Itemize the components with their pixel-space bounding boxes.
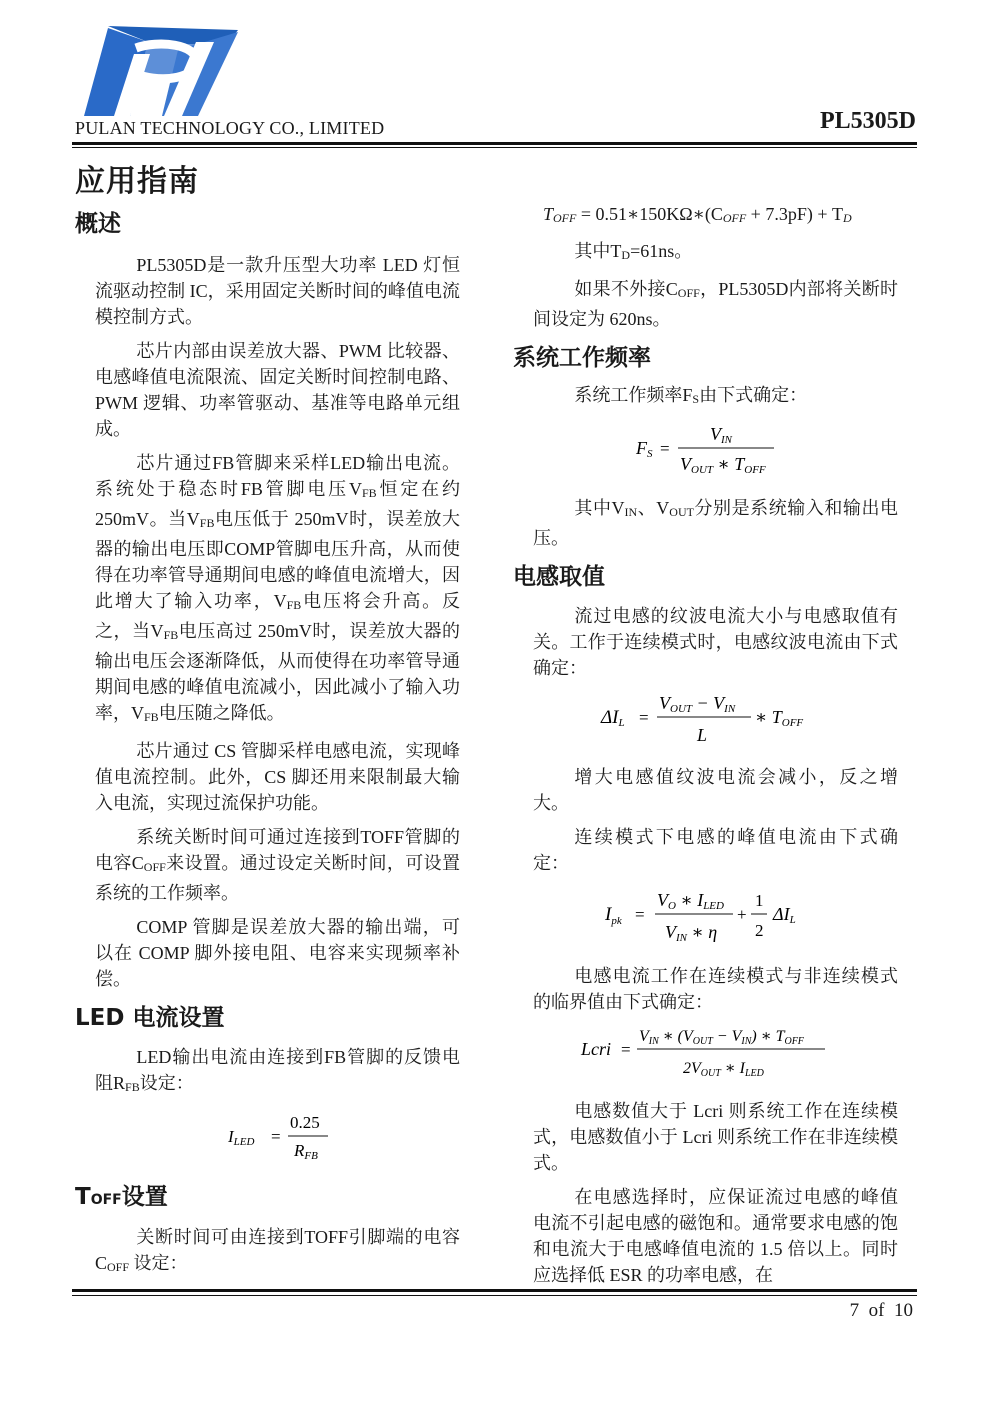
footer-rule-thin <box>72 1295 917 1296</box>
svg-text:RFB: RFB <box>293 1141 318 1162</box>
document-id: PL5305D <box>820 108 916 134</box>
svg-text:1: 1 <box>754 891 763 910</box>
svg-text:=: = <box>634 905 645 924</box>
overview-para-6: COMP 管脚是误差放大器的输出端，可以在 COMP 脚外接电阻、电容来实现频率补偿。 <box>95 917 460 989</box>
svg-text:VOUT ∗ TOFF: VOUT ∗ TOFF <box>679 454 766 476</box>
fs-formula <box>513 420 898 483</box>
header-rule-thin <box>72 147 917 148</box>
page-number: 7 of 10 <box>849 1300 913 1321</box>
toff-para-1: 关断时间可由连接到TOFF引脚端的电容COFF 设定： <box>95 1227 460 1274</box>
svg-text:Lcri: Lcri <box>580 1039 611 1059</box>
left-column <box>75 200 460 1288</box>
page-title: 应用指南 <box>75 164 199 199</box>
lcri-formula <box>513 1023 898 1086</box>
freq-para-2: 其中VIN、VOUT分别是系统输入和输出电压。 <box>533 498 899 548</box>
svg-text:=: = <box>638 708 649 727</box>
svg-text:ΔIL: ΔIL <box>772 904 796 926</box>
iled-formula <box>75 1108 460 1167</box>
svg-text:2: 2 <box>754 921 763 940</box>
company-name: PULAN TECHNOLOGY CO., LIMITED <box>75 118 385 138</box>
svg-text:=: = <box>270 1127 281 1146</box>
ripple-formula <box>513 689 898 752</box>
svg-text:+: + <box>736 905 747 924</box>
led-para-1: LED输出电流由连接到FB管脚的反馈电阻RFB设定： <box>95 1047 460 1094</box>
svg-text:L: L <box>696 725 707 745</box>
inductor-para-5: 电感数值大于 Lcri 则系统工作在连续模式，电感数值小于 Lcri 则系统工作在非连续模式。 <box>533 1101 898 1173</box>
svg-text:VOUT − VIN: VOUT − VIN <box>658 693 735 715</box>
toff-heading: TOFF设置 <box>75 1184 168 1210</box>
fs-formula-svg <box>606 420 806 478</box>
ripple-formula-svg <box>591 689 821 747</box>
overview-para-3: 芯片通过FB管脚来采样LED输出电流。系统处于稳态时FB管脚电压VFB恒定在约 250mV。当VFB电压低于 250mV时，误差放大器的输出电压即COMP管脚电压升高，从而使得在功率管导通期间电感的峰值电流增大，因此增大了输入功率，VFB电压将会升高。反之，当VFB电压高过 250mV时，误差放大器的输出电压会逐渐降低，从而使得在功率管导通期间电感的峰值电流减小，因此减小了输入功率，VFB电压随之降低。 <box>95 453 461 724</box>
svg-text:VIN ∗ η: VIN ∗ η <box>664 922 717 944</box>
led-current-heading: LED 电流设置 <box>75 1005 225 1031</box>
overview-para-2: 芯片内部由误差放大器、PWM 比较器、电感峰值电流限流、固定关断时间控制电路、PWM 逻辑、功率管驱动、基准等电路单元组成。 <box>95 341 460 439</box>
toff-td-para: 其中TD=61ns。 <box>574 241 693 262</box>
header-rule <box>72 142 917 145</box>
svg-text:Ipk: $I_{pk}$ <box>604 904 622 927</box>
inductor-para-6: 在电感选择时，应保证流过电感的峰值电流不引起电感的磁饱和。通常要求电感的饱和电流大于电感峰值电流的 1.5 倍以上。同时应选择低 ESR 的功率电感，在 <box>533 1187 898 1285</box>
footer-rule <box>72 1289 917 1292</box>
inductor-para-1: 流过电感的纹波电流大小与电感取值有关。工作于连续模式时，电感纹波电流由下式确定： <box>533 606 898 678</box>
inductor-para-3: 连续模式下电感的峰值电流由下式确定： <box>533 827 898 873</box>
inductor-heading: 电感取值 <box>513 564 605 590</box>
toff-formula: TOFF = 0.51∗150KΩ∗(COFF + 7.3pF) + TD <box>543 204 852 225</box>
toff-default-para: 如果不外接COFF，PL5305D内部将关断时间设定为 620ns。 <box>533 279 898 329</box>
svg-text:∗ TOFF: ∗ TOFF <box>754 707 803 729</box>
svg-text:VIN ∗ (VOUT − VIN) ∗ TOFF: VIN ∗ (VOUT − VIN) ∗ TOFF <box>638 1028 804 1047</box>
overview-para-1: PL5305D是一款升压型大功率 LED 灯恒流驱动控制 IC，采用固定关断时间的峰值电流模控制方式。 <box>95 255 460 327</box>
svg-text:VIN: VIN <box>709 424 732 446</box>
ipk-formula <box>513 884 898 951</box>
iled-formula-svg <box>208 1108 348 1162</box>
overview-heading: 概述 <box>75 211 121 237</box>
freq-para-1: 系统工作频率FS由下式确定： <box>574 385 808 406</box>
svg-text:ΔIL: ΔIL <box>600 707 625 729</box>
overview-para-5: 系统关断时间可通过连接到TOFF管脚的电容COFF来设置。通过设定关断时间，可设置系统的工作频率。 <box>95 827 460 903</box>
svg-text:0.25: 0.25 <box>289 1113 320 1132</box>
ipk-formula-svg <box>591 884 821 946</box>
svg-text:FS: FS <box>635 438 652 460</box>
company-logo <box>78 20 243 118</box>
svg-text:VO ∗ ILED: VO ∗ ILED <box>656 890 724 912</box>
inductor-para-2: 增大电感值纹波电流会减小，反之增大。 <box>533 767 898 813</box>
svg-text:2VOUT ∗ ILED: 2VOUT ∗ ILED <box>682 1060 764 1079</box>
lcri-formula-svg <box>571 1023 841 1081</box>
inductor-para-4: 电感电流工作在连续模式与非连续模式的临界值由下式确定： <box>533 966 898 1012</box>
right-column <box>513 200 898 1296</box>
overview-para-4: 芯片通过 CS 管脚采样电感电流，实现峰值电流控制。此外，CS 脚还用来限制最大输入电流，实现过流保护功能。 <box>95 741 460 813</box>
svg-text:ILED: ILED <box>227 1127 254 1148</box>
freq-heading: 系统工作频率 <box>513 345 651 371</box>
svg-text:=: = <box>620 1040 631 1059</box>
svg-text:=: = <box>659 439 670 458</box>
